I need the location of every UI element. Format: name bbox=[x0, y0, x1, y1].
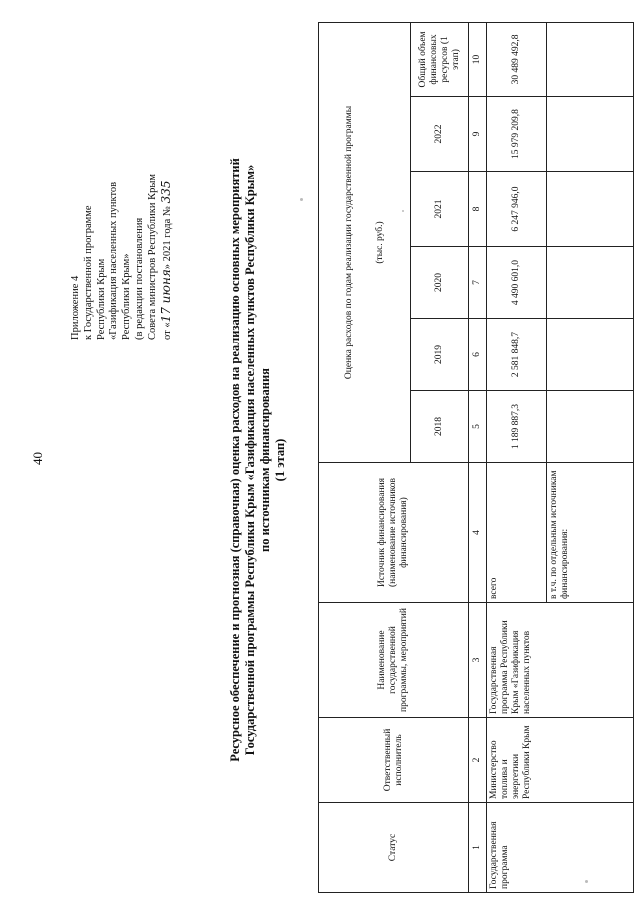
empty-cell bbox=[547, 319, 634, 391]
row-value-total: 30 489 492,8 bbox=[487, 22, 547, 96]
appendix-line: Приложение 4 bbox=[70, 275, 81, 340]
column-number: 10 bbox=[469, 22, 487, 96]
date-mid: 2021 года № bbox=[161, 206, 173, 262]
appendix-block bbox=[70, 40, 174, 340]
column-number: 5 bbox=[469, 391, 487, 463]
header-status: Статус bbox=[319, 803, 469, 893]
appendix-line: «Газификация населенных пунктов bbox=[108, 181, 120, 340]
row-value-2020: 4 490 601,0 bbox=[487, 247, 547, 319]
document-title bbox=[228, 25, 288, 895]
title-line: по источникам финансирования bbox=[258, 368, 272, 552]
handwritten-number: 335 bbox=[158, 180, 173, 204]
empty-cell bbox=[547, 172, 634, 247]
column-number: 8 bbox=[469, 172, 487, 247]
appendix-date-line: от «17 июня» 2021 года № 335 bbox=[158, 180, 173, 340]
column-number: 7 bbox=[469, 247, 487, 319]
empty-cell bbox=[547, 97, 634, 172]
row-status: Государственная программа bbox=[487, 803, 634, 893]
handwritten-date: 17 июня bbox=[158, 269, 173, 323]
header-year: 2021 bbox=[411, 172, 469, 247]
appendix-line: Совета министров Республики Крым bbox=[146, 173, 158, 340]
row-value-2019: 2 581 848,7 bbox=[487, 319, 547, 391]
column-number: 2 bbox=[469, 718, 487, 803]
empty-cell bbox=[547, 22, 634, 96]
row-source-total: всего bbox=[487, 463, 547, 603]
appendix-line: Республики Крым bbox=[95, 258, 107, 340]
row-executor: Министерство топлива и энергетики Республики Крым bbox=[487, 718, 634, 803]
appendix-line: Республики Крым» bbox=[121, 253, 133, 340]
header-year: 2019 bbox=[411, 319, 469, 391]
appendix-line: к Государственной программе bbox=[82, 205, 94, 340]
row-program-name: Государственная программа Республики Крым «Газификация населенных пунктов bbox=[487, 603, 634, 718]
header-source: Источник финансирования (наименование источников финансирования) bbox=[319, 463, 469, 603]
row-source-detail: в т.ч. по отдельным источникам финансирования: bbox=[547, 463, 634, 603]
header-year: 2022 bbox=[411, 97, 469, 172]
header-name: Наименование государственной программы, мероприятий bbox=[319, 603, 469, 718]
column-number: 1 bbox=[469, 803, 487, 893]
header-year: 2018 bbox=[411, 391, 469, 463]
title-line: (1 этап) bbox=[273, 438, 287, 482]
appendix-line: (в редакции постановления bbox=[133, 217, 145, 340]
row-value-2022: 15 979 209,8 bbox=[487, 97, 547, 172]
empty-cell bbox=[547, 391, 634, 463]
column-number: 9 bbox=[469, 97, 487, 172]
row-value-2021: 6 247 946,0 bbox=[487, 172, 547, 247]
row-value-2018: 1 189 887,3 bbox=[487, 391, 547, 463]
empty-cell bbox=[547, 247, 634, 319]
header-year: 2020 bbox=[411, 247, 469, 319]
column-number-row bbox=[469, 22, 487, 892]
column-number: 6 bbox=[469, 319, 487, 391]
estimate-group-label: Оценка расходов по годам реализации государственной программы bbox=[343, 105, 354, 380]
header-total: Общий объем финансовых ресурсов (1 этап) bbox=[411, 22, 469, 96]
table-header-row bbox=[319, 22, 411, 892]
table-row bbox=[487, 22, 547, 892]
column-number: 3 bbox=[469, 603, 487, 718]
date-prefix: от « bbox=[161, 322, 173, 340]
header-executor: Ответственный исполнитель bbox=[319, 718, 469, 803]
financing-table bbox=[318, 22, 634, 893]
page-number: 40 bbox=[30, 452, 45, 465]
title-line: Ресурсное обеспечение и прогнозная (справочная) оценка расходов на реализацию основных мероприятий bbox=[228, 158, 242, 762]
units-label: (тыс. руб.) bbox=[374, 221, 385, 264]
title-line: Государственной программы Республики Крым «Газификация населенных пунктов Республики Крым» bbox=[243, 164, 257, 756]
column-number: 4 bbox=[469, 463, 487, 603]
header-estimate-group bbox=[319, 22, 411, 462]
